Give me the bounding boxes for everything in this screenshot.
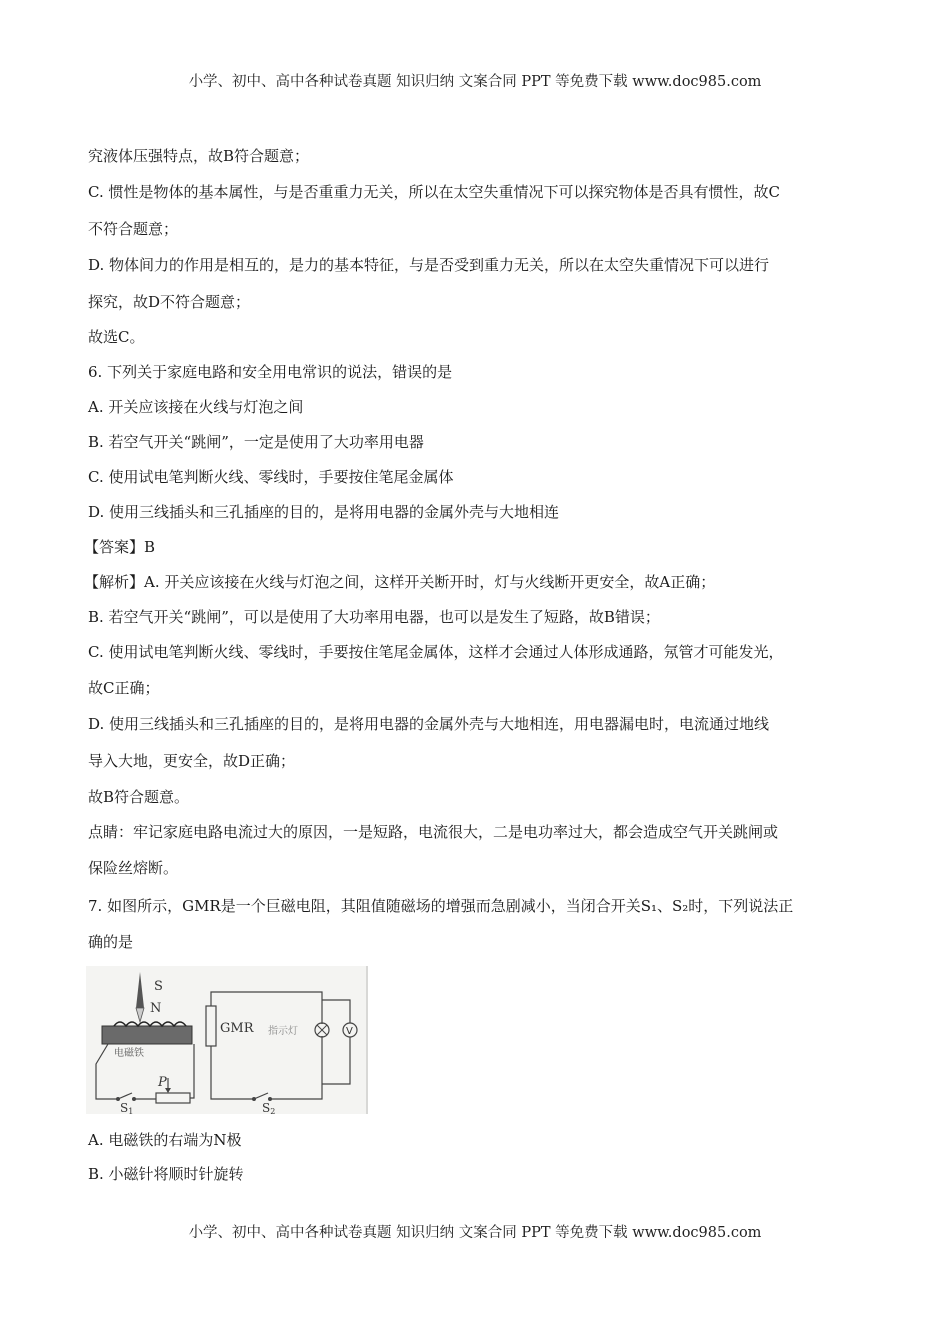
label-s: S bbox=[154, 979, 163, 994]
page-footer: 小学、初中、高中各种试卷真题 知识归纳 文案合同 PPT 等免费下载 www.doc985.com bbox=[188, 1225, 762, 1241]
question-7-cont: 确的是 bbox=[88, 933, 134, 951]
label-s1: S bbox=[120, 1101, 129, 1114]
text-line: 究液体压强特点，故B符合题意； bbox=[88, 147, 310, 165]
tip-line: 保险丝熔断。 bbox=[88, 859, 179, 877]
label-s2: S bbox=[262, 1101, 271, 1114]
option-b-q7: B. 小磁针将顺时针旋转 bbox=[88, 1165, 244, 1183]
label-s2-sub: 2 bbox=[270, 1107, 276, 1114]
page-header: 小学、初中、高中各种试卷真题 知识归纳 文案合同 PPT 等免费下载 www.doc985.com bbox=[188, 74, 762, 90]
text-line: B. 若空气开关“跳闸”，可以是使用了大功率用电器，也可以是发生了短路，故B错误； bbox=[88, 608, 660, 626]
option-d: D. 使用三线插头和三孔插座的目的，是将用电器的金属外壳与大地相连 bbox=[88, 503, 560, 521]
option-b: B. 若空气开关“跳闸”，一定是使用了大功率用电器 bbox=[88, 433, 424, 451]
text-line: 探究，故D不符合题意； bbox=[88, 293, 251, 311]
text-line: C. 惯性是物体的基本属性，与是否重重力无关，所以在太空失重情况下可以探究物体是否具有惯性，故C bbox=[88, 183, 780, 201]
question-7: 7. 如图所示，GMR是一个巨磁电阻，其阻值随磁场的增强而急剧减小，当闭合开关S₁、S₂时，下列说法正 bbox=[88, 897, 794, 915]
text-line: 导入大地，更安全，故D正确； bbox=[88, 752, 296, 770]
text-line: 不符合题意； bbox=[88, 220, 179, 238]
text-line: D. 物体间力的作用是相互的，是力的基本特征，与是否受到重力无关，所以在太空失重情况下可以进行 bbox=[88, 256, 770, 274]
text-line: D. 使用三线插头和三孔插座的目的，是将用电器的金属外壳与大地相连，用电器漏电时，电流通过地线 bbox=[88, 715, 770, 733]
circuit-figure bbox=[86, 966, 368, 1114]
option-a-q7: A. 电磁铁的右端为N极 bbox=[88, 1131, 242, 1149]
label-indicator: 指示灯 bbox=[268, 1026, 298, 1037]
label-electromagnet: 电磁铁 bbox=[114, 1048, 144, 1059]
question-6: 6. 下列关于家庭电路和安全用电常识的说法，错误的是 bbox=[88, 363, 453, 381]
tip-line: 点睛：牢记家庭电路电流过大的原因，一是短路，电流很大，二是电功率过大，都会造成空气开关跳闸或 bbox=[88, 823, 779, 841]
text-line: 故B符合题意。 bbox=[88, 788, 190, 806]
label-s1-sub: 1 bbox=[128, 1107, 134, 1114]
answer: 【答案】B bbox=[84, 538, 156, 556]
electromagnet-core bbox=[102, 1026, 192, 1044]
option-a: A. 开关应该接在火线与灯泡之间 bbox=[88, 398, 304, 416]
text-line: 故选C。 bbox=[88, 328, 145, 346]
svg-text:V: V bbox=[346, 1026, 353, 1037]
option-c: C. 使用试电笔判断火线、零线时，手要按住笔尾金属体 bbox=[88, 468, 454, 486]
text-line: 故C正确； bbox=[88, 679, 160, 697]
label-p: P bbox=[158, 1075, 167, 1090]
analysis: 【解析】A. 开关应该接在火线与灯泡之间，这样开关断开时，灯与火线断开更安全，故A正确； bbox=[84, 573, 716, 591]
label-n: N bbox=[150, 1001, 162, 1016]
text-line: C. 使用试电笔判断火线、零线时，手要按住笔尾金属体，这样才会通过人体形成通路，氖管才可能发光， bbox=[88, 643, 784, 661]
label-gmr: GMR bbox=[220, 1021, 254, 1036]
